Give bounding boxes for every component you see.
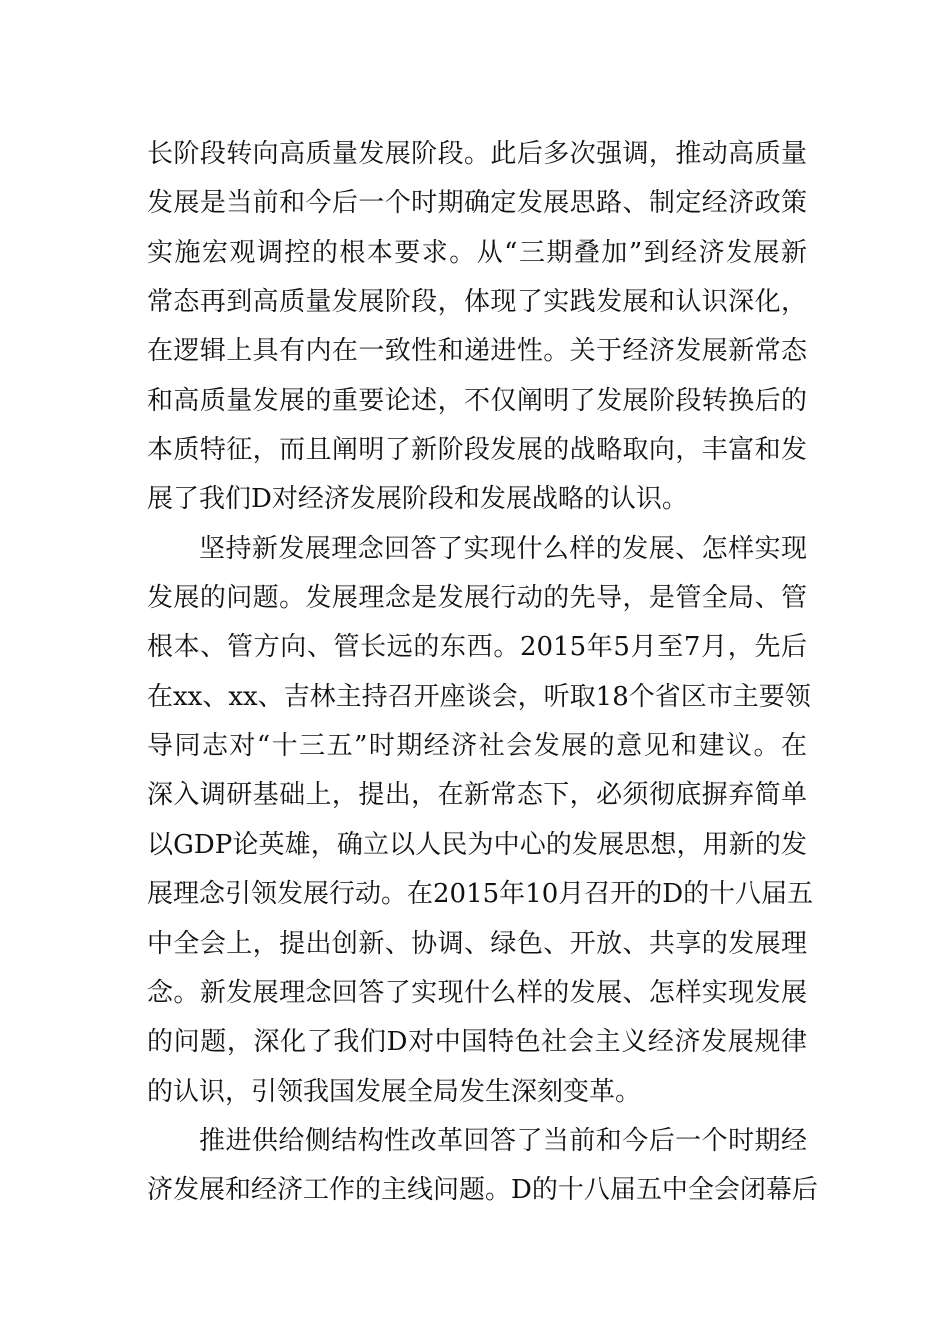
text-line: 的认识，引领我国发展全局发生深刻变革。 bbox=[147, 1076, 642, 1107]
text-line: 根本、管方向、管长远的东西。2015年5月至7月，先后 bbox=[147, 632, 807, 663]
text-line: 以GDP论英雄，确立以人民为中心的发展思想，用新的发 bbox=[147, 829, 807, 860]
text-line: 在逻辑上具有内在一致性和递进性。关于经济发展新常态 bbox=[147, 336, 807, 367]
text-line: 常态再到高质量发展阶段，体现了实践发展和认识深化， bbox=[147, 287, 807, 318]
text-line: 推进供给侧结构性改革回答了当前和今后一个时期经 bbox=[199, 1125, 807, 1156]
text-line: 的问题，深化了我们D对中国特色社会主义经济发展规律 bbox=[147, 1027, 807, 1058]
text-line: 展理念引领发展行动。在2015年10月召开的D的十八届五 bbox=[147, 879, 814, 910]
text-line: 深入调研基础上，提出，在新常态下，必须彻底摒弃简单 bbox=[147, 780, 807, 811]
body-text bbox=[147, 130, 818, 1216]
text-line: 发展是当前和今后一个时期确定发展思路、制定经济政策 bbox=[147, 188, 807, 219]
text-line: 中全会上，提出创新、协调、绿色、开放、共享的发展理 bbox=[147, 928, 807, 959]
text-line: 发展的问题。发展理念是发展行动的先导，是管全局、管 bbox=[147, 583, 807, 614]
text-line: 实施宏观调控的根本要求。从“三期叠加”到经济发展新 bbox=[147, 237, 807, 268]
text-line: 长阶段转向高质量发展阶段。此后多次强调，推动高质量 bbox=[147, 139, 807, 169]
text-line: 本质特征，而且阐明了新阶段发展的战略取向，丰富和发 bbox=[147, 435, 807, 466]
text-line: 坚持新发展理念回答了实现什么样的发展、怎样实现 bbox=[199, 533, 807, 564]
text-line: 济发展和经济工作的主线问题。D的十八届五中全会闭幕后 bbox=[147, 1175, 818, 1206]
text-line: 在xx、xx、吉林主持召开座谈会，听取18个省区市主要领 bbox=[147, 681, 811, 712]
text-line: 和高质量发展的重要论述，不仅阐明了发展阶段转换后的 bbox=[147, 385, 807, 416]
text-line: 导同志对“十三五”时期经济社会发展的意见和建议。在 bbox=[147, 731, 807, 762]
text-line: 念。新发展理念回答了实现什么样的发展、怎样实现发展 bbox=[147, 977, 807, 1008]
text-line: 展了我们D对经济发展阶段和发展战略的认识。 bbox=[147, 484, 688, 515]
